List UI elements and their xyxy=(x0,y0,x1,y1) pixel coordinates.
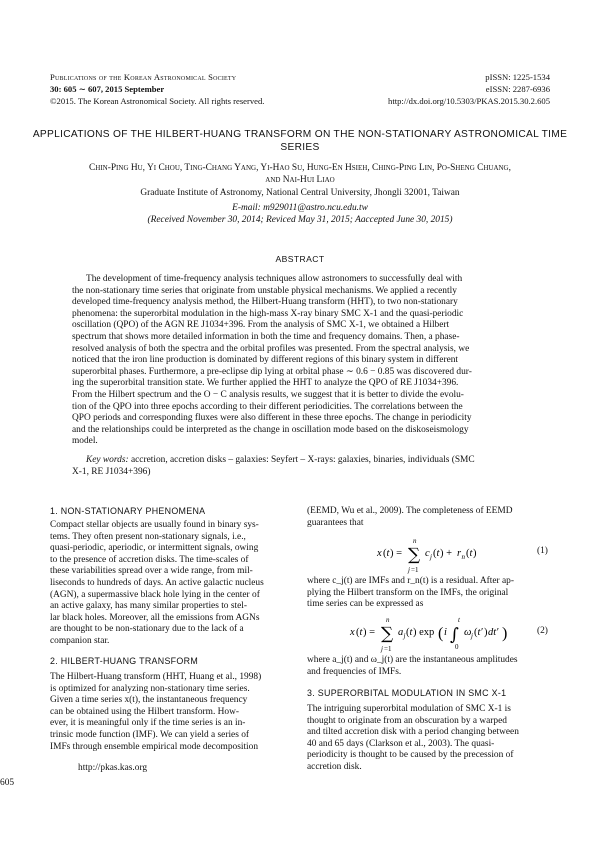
abstract-heading: ABSTRACT xyxy=(275,254,325,264)
text-line: (AGN), a supermassive black hole lying in the center of xyxy=(50,589,260,600)
keywords-label: Key words: xyxy=(86,455,129,465)
svg-text:(: ( xyxy=(466,548,470,559)
svg-text:j: j xyxy=(403,632,406,640)
section3-heading: 3. SUPERORBITAL MODULATION IN SMC X-1 xyxy=(307,688,507,698)
text-line: accretion disk. xyxy=(307,761,362,772)
svg-text:) =: ) = xyxy=(390,548,403,559)
keywords-line1: accretion, accretion disks – galaxies: Seyfert – X-rays: galaxies, binaries, individuals (SMC xyxy=(130,455,475,465)
svg-text:∑: ∑ xyxy=(381,624,394,644)
text-line: IMFs through ensemble empirical mode decomposition xyxy=(50,741,259,752)
text-line: resolved analysis of both the spectra and the orbital profiles was presented. From the spectral analysis, we xyxy=(72,343,470,354)
text-line: periodicity is thought to be caused by the precession of xyxy=(307,750,514,761)
text-line: to the presence of accretion disks. The time-scales of xyxy=(50,554,249,565)
text-line: oscillation (QPO) of the AGN RE J1034+396. From the analysis of SMC X-1, we obtained a Hilbert xyxy=(72,320,450,331)
svg-text:i: i xyxy=(444,627,447,638)
text-line: and tilted accretion disk with a period changing between xyxy=(307,727,519,738)
svg-text:t: t xyxy=(469,548,473,559)
text-line: are thought to be non-stationary due to the lack of a xyxy=(50,624,244,635)
svg-text:t: t xyxy=(386,548,390,559)
text-line: model. xyxy=(72,436,98,447)
equation-2-number: (2) xyxy=(537,626,548,636)
section2-body xyxy=(50,672,294,753)
svg-text:(: ( xyxy=(433,548,437,559)
text-line: plying the Hilbert transform on the IMFs, the original xyxy=(307,587,509,598)
svg-text:dt′: dt′ xyxy=(488,627,499,638)
text-line: The intriguing superorbital modulation of SMC X-1 is xyxy=(307,704,511,714)
svg-text:) +: ) + xyxy=(440,548,453,559)
text-line: The Hilbert-Huang transform (HHT, Huang et al., 1998) xyxy=(50,672,262,682)
text-line: From the Hilbert spectrum and the O − C analysis results, we suggest that it is better to divide the evolu- xyxy=(72,389,464,400)
affiliation: Graduate Institute of Astronomy, National Central University, Jhongli 32001, Taiwan xyxy=(140,188,460,198)
section1-body xyxy=(50,520,294,648)
right-col-after-eq2 xyxy=(307,655,551,678)
svg-text:x: x xyxy=(377,548,382,559)
text-line: (EEMD, Wu et al., 2009). The completeness of EEMD xyxy=(307,506,513,516)
svg-text:=1: =1 xyxy=(411,566,419,574)
svg-text:t: t xyxy=(359,627,363,638)
journal-name: Publications of the Korean Astronomical Society xyxy=(50,72,237,82)
section3-body xyxy=(307,704,551,774)
text-line: time series can be expressed as xyxy=(307,599,424,610)
svg-text:j: j xyxy=(381,645,383,653)
text-line: an active galaxy, has many similar properties to stel- xyxy=(50,601,247,612)
text-line: guarantees that xyxy=(307,517,364,528)
volume-line: 30: 605 ∼ 607, 2015 September xyxy=(50,84,165,94)
abstract-body xyxy=(72,274,528,448)
svg-text:) =: ) = xyxy=(363,627,376,638)
svg-text:n: n xyxy=(386,616,390,624)
text-line: companion star. xyxy=(50,635,110,646)
keywords xyxy=(72,455,528,467)
text-line: the non-stationary time series that originate from unstable physical mechanisms. We applied a recently xyxy=(72,285,457,296)
text-line: where c_j(t) are IMFs and r_n(t) is a residual. After ap- xyxy=(307,576,514,586)
svg-text:(: ( xyxy=(356,627,360,638)
copyright: ©2015. The Korean Astronomical Society. All rights reserved. xyxy=(50,96,265,106)
text-line: developed time-frequency analysis method, the Hilbert-Huang transform (HHT), to two non-stationary xyxy=(72,297,458,308)
page-number: 605 xyxy=(0,778,15,788)
equation-2-graphic xyxy=(348,611,528,655)
svg-text:c: c xyxy=(425,548,430,559)
svg-text:t: t xyxy=(458,616,460,624)
svg-text:t: t xyxy=(436,548,440,559)
svg-text:): ) xyxy=(473,548,477,559)
keywords-line2: X-1, RE J1034+396) xyxy=(72,467,151,477)
svg-text:∑: ∑ xyxy=(408,545,421,565)
section2-heading: 2. HILBERT-HUANG TRANSFORM xyxy=(50,656,199,666)
text-line: noticed that the iron line production is dominated by different regions of this binary system in different xyxy=(72,355,459,366)
svg-text:ω: ω xyxy=(464,627,472,638)
text-line: where a_j(t) and ω_j(t) are the instantaneous amplitudes xyxy=(307,655,518,665)
svg-text:j: j xyxy=(471,632,473,640)
svg-text:): ) xyxy=(502,625,508,642)
svg-text:t: t xyxy=(409,627,413,638)
svg-text:0: 0 xyxy=(455,643,459,651)
svg-text:∫: ∫ xyxy=(450,625,459,645)
text-line: lar black holes. Moreover, all the emissions from AGNs xyxy=(50,612,260,623)
text-line: QPO periods and corresponding fluxes were also different in these three epochs. The change in periodicity xyxy=(72,413,472,424)
text-line: superorbital phases. Furthermore, a pre-eclipse dip lying at orbital phase ∼ 0.6 − 0.85 was discovered dur- xyxy=(72,366,472,377)
text-line: 40 and 65 days (Clarkson et al., 2003). The quasi- xyxy=(307,738,495,749)
text-line: liseconds to hundreds of days. An active galactic nucleus xyxy=(50,577,264,588)
equation-1-number: (1) xyxy=(537,546,548,556)
equation-1-graphic xyxy=(375,534,525,576)
text-line: thought to originate from an obscuration by a warped xyxy=(307,715,507,726)
text-line: trinsic mode function (IMF). We can yield a series of xyxy=(50,729,250,740)
svg-text:(: ( xyxy=(406,627,410,638)
eissn: eISSN: 2287-6936 xyxy=(485,84,550,94)
text-line: is optimized for analyzing non-stationary time series. xyxy=(50,683,250,694)
right-col-mid xyxy=(307,576,551,611)
section1-heading: 1. NON-STATIONARY PHENOMENA xyxy=(50,506,206,516)
email: E-mail: m929011@astro.ncu.edu.tw xyxy=(232,203,368,213)
text-line: phenomena: the superorbital modulation in the high-mass X-ray binary SMC X-1 and the quasi-periodic xyxy=(72,308,464,319)
svg-text:r: r xyxy=(457,548,462,559)
svg-text:(: ( xyxy=(383,548,387,559)
paper-title-line2: SERIES xyxy=(280,142,320,153)
received-dates: (Received November 30, 2014; Reviced May 31, 2015; Aaccepted June 30, 2015) xyxy=(147,215,453,225)
text-line: Compact stellar objects are usually found in binary sys- xyxy=(50,520,259,530)
svg-text:(: ( xyxy=(474,627,478,638)
authors-line1: Chin-Ping Hu, Yi Chou, Ting-Chang Yang, Yi-Hao Su, Hung-En Hsieh, Ching-Ping Lin, Po-Sheng Chuang, xyxy=(89,163,511,173)
footer-url[interactable]: http://pkas.kas.org xyxy=(78,763,148,773)
doi-link[interactable]: http://dx.doi.org/10.5303/PKAS.2015.30.2.605 xyxy=(388,96,550,106)
text-line: tems. They often present non-stationary signals, i.e., xyxy=(50,531,246,542)
text-line: ever, it is meaningful only if the time series is an in- xyxy=(50,718,246,729)
svg-text:a: a xyxy=(398,627,404,638)
text-line: these variabilities spread over a wide range, from mil- xyxy=(50,566,253,577)
text-line: quasi-periodic, aperiodic, or intermittent signals, owing xyxy=(50,543,259,554)
text-line: and frequencies of IMFs. xyxy=(307,666,402,677)
text-line: tion of the QPO into three epochs according to their different periodicities. The correlations between the xyxy=(72,401,463,412)
text-line: spectrum that shows more detailed information in both the time and frequency domains. Then, a phase- xyxy=(72,331,460,342)
svg-text:n: n xyxy=(413,537,417,545)
svg-text:=1: =1 xyxy=(384,645,392,653)
text-line: and the relationships could be interpreted as the change in oscillation mode based on the diskoseismology xyxy=(72,424,469,435)
right-col-intro xyxy=(307,506,551,529)
pissn: pISSN: 1225-1534 xyxy=(485,72,550,82)
equation-1 xyxy=(375,534,525,579)
svg-text:) exp: ) exp xyxy=(413,627,435,638)
text-line: Given a time series x(t), the instantaneous frequency xyxy=(50,695,248,706)
svg-text:): ) xyxy=(484,627,488,638)
equation-2 xyxy=(348,611,528,658)
authors-line2: and Nai-Hui Liao xyxy=(265,175,335,185)
text-line: The development of time-frequency analysis techniques allow astronomers to successfully deal with xyxy=(86,274,463,284)
paper-title-line1: APPLICATIONS OF THE HILBERT-HUANG TRANSFORM ON THE NON-STATIONARY ASTRONOMICAL TIME xyxy=(32,129,568,140)
svg-text:j: j xyxy=(408,566,410,574)
svg-text:n: n xyxy=(461,553,465,561)
svg-text:(: ( xyxy=(438,625,444,642)
svg-text:x: x xyxy=(350,627,355,638)
text-line: can be obtained using the Hilbert transform. How- xyxy=(50,706,240,717)
svg-text:j: j xyxy=(430,553,432,561)
text-line: ing the superorbital transition state. We further applied the HHT to analyze the QPO of RE J1034+396. xyxy=(72,378,459,389)
svg-text:t′: t′ xyxy=(477,627,483,638)
